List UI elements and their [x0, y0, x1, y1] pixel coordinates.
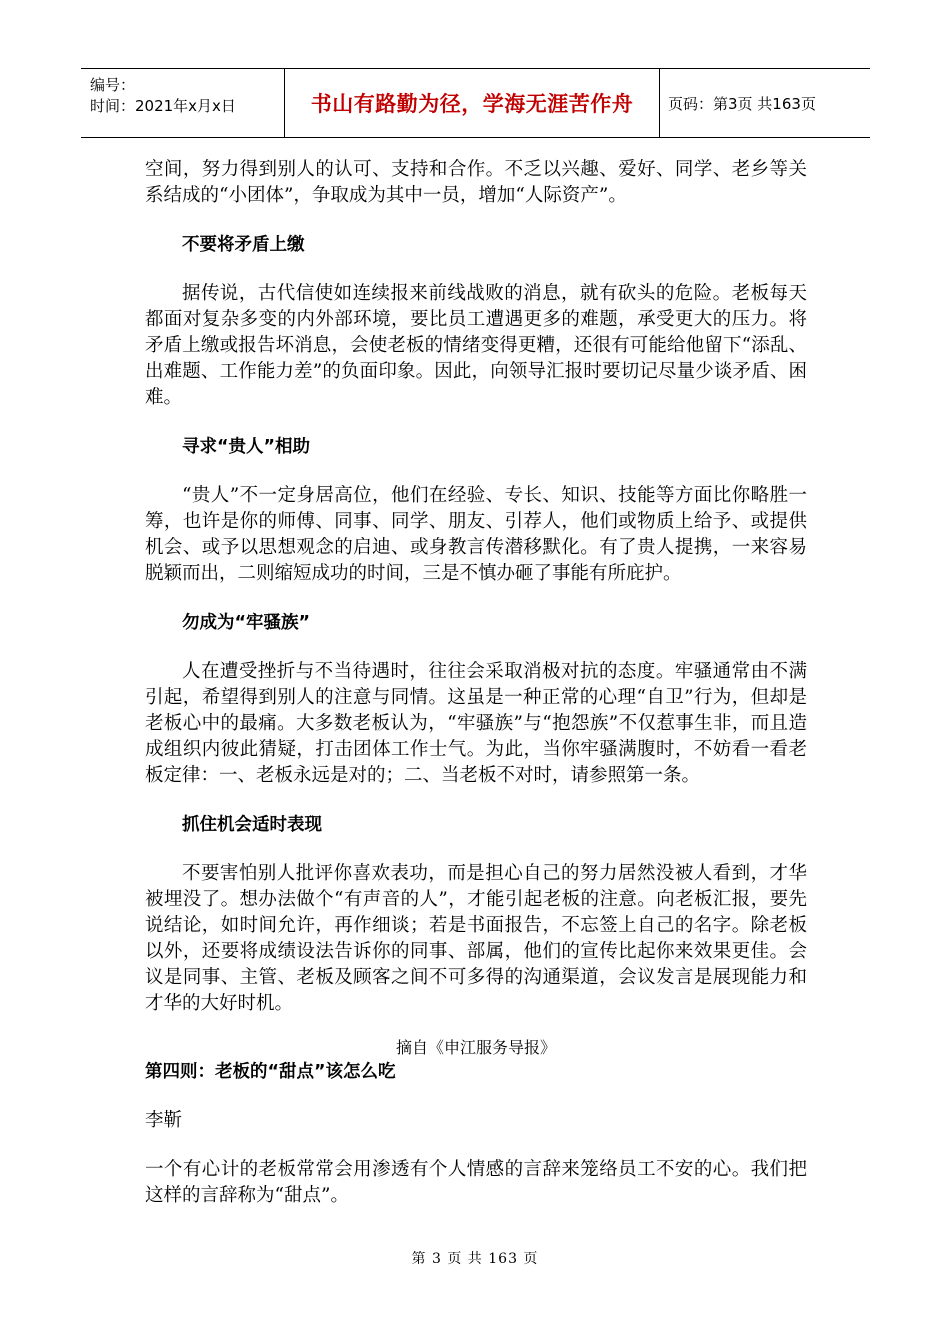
section-heading-1: 不要将矛盾上缴: [182, 235, 305, 255]
paragraph-4: 不要害怕别人批评你喜欢表功，而是担心自己的努力居然没被人看到，才华被埋没了。想办法做个“有声音的人”，才能引起老板的注意。向老板汇报，要先说结论，如时间允许，再作细谈；若是书面报告，不忘签上自己的名字。除老板以外，还要将成绩设法告诉你的同事、部属，他们的宣传比起你来效果更佳。会议是同事、主管、老板及顾客之间不可多得的沟通渠道，会议发言是展现能力和才华的大好时机。: [145, 863, 807, 1014]
chapter-title: 第四则：老板的“甜点”该怎么吃: [145, 1062, 396, 1082]
document-body: [145, 157, 807, 1209]
header-page-cell: [660, 69, 870, 137]
paragraph-3: 人在遭受挫折与不当待遇时，往往会采取消极对抗的态度。牢骚通常由不满引起，希望得到别人的注意与同情。这虽是一种正常的心理“自卫”行为，但却是老板心中的最痛。大多数老板认为，“牢骚族”与“抱怨族”不仅惹事生非，而且造成组织内彼此猜疑，打击团体工作士气。为此，当你牢骚满腹时，不妨看一看老板定律：一、老板永远是对的；二、当老板不对时，请参照第一条。: [145, 661, 807, 786]
motto: 书山有路勤为径，学海无涯苦作舟: [310, 92, 634, 116]
paragraph-2: “贵人”不一定身居高位，他们在经验、专长、知识、技能等方面比你略胜一筹，也许是你的师傅、同事、同学、朋友、引荐人，他们或物质上给予、或提供机会、或予以思想观念的启迪、或身教言传潜移默化。有了贵人提携，一来容易脱颖而出，二则缩短成功的时间，三是不慎办砸了事能有所庇护。: [145, 485, 807, 584]
section-heading-3: 勿成为“牢骚族”: [182, 613, 311, 633]
paragraph-1: 据传说，古代信使如连续报来前线战败的消息，就有砍头的危险。老板每天都面对复杂多变的内外部环境，要比员工遭遇更多的难题，承受更大的压力。将矛盾上缴或报告坏消息，会使老板的情绪变得更糟，还很有可能给他留下“添乱、出难题、工作能力差”的负面印象。因此，向领导汇报时要切记尽量少谈矛盾、困难。: [145, 283, 807, 408]
paragraph-5: 一个有心计的老板常常会用渗透有个人情感的言辞来笼络员工不安的心。我们把这样的言辞称为“甜点”。: [145, 1159, 807, 1206]
header-motto-cell: [284, 69, 660, 137]
author-name: 李靳: [145, 1110, 183, 1131]
page-header: [81, 68, 870, 138]
header-meta: [81, 69, 284, 137]
page-label: 页码：第3页 共163页: [668, 94, 816, 113]
section-heading-4: 抓住机会适时表现: [182, 815, 322, 835]
page-footer: 第 3 页 共 163 页: [411, 1251, 539, 1267]
intro-paragraph: 空间，努力得到别人的认可、支持和合作。不乏以兴趣、爱好、同学、老乡等关系结成的“小团体”，争取成为其中一员，增加“人际资产”。: [145, 159, 807, 206]
date-label: 时间：2021年x月x日: [90, 97, 236, 115]
number-label: 编号：: [90, 76, 136, 94]
section-heading-2: 寻求“贵人”相助: [182, 437, 311, 457]
source-citation: 摘自《申江服务导报》: [395, 1038, 556, 1057]
